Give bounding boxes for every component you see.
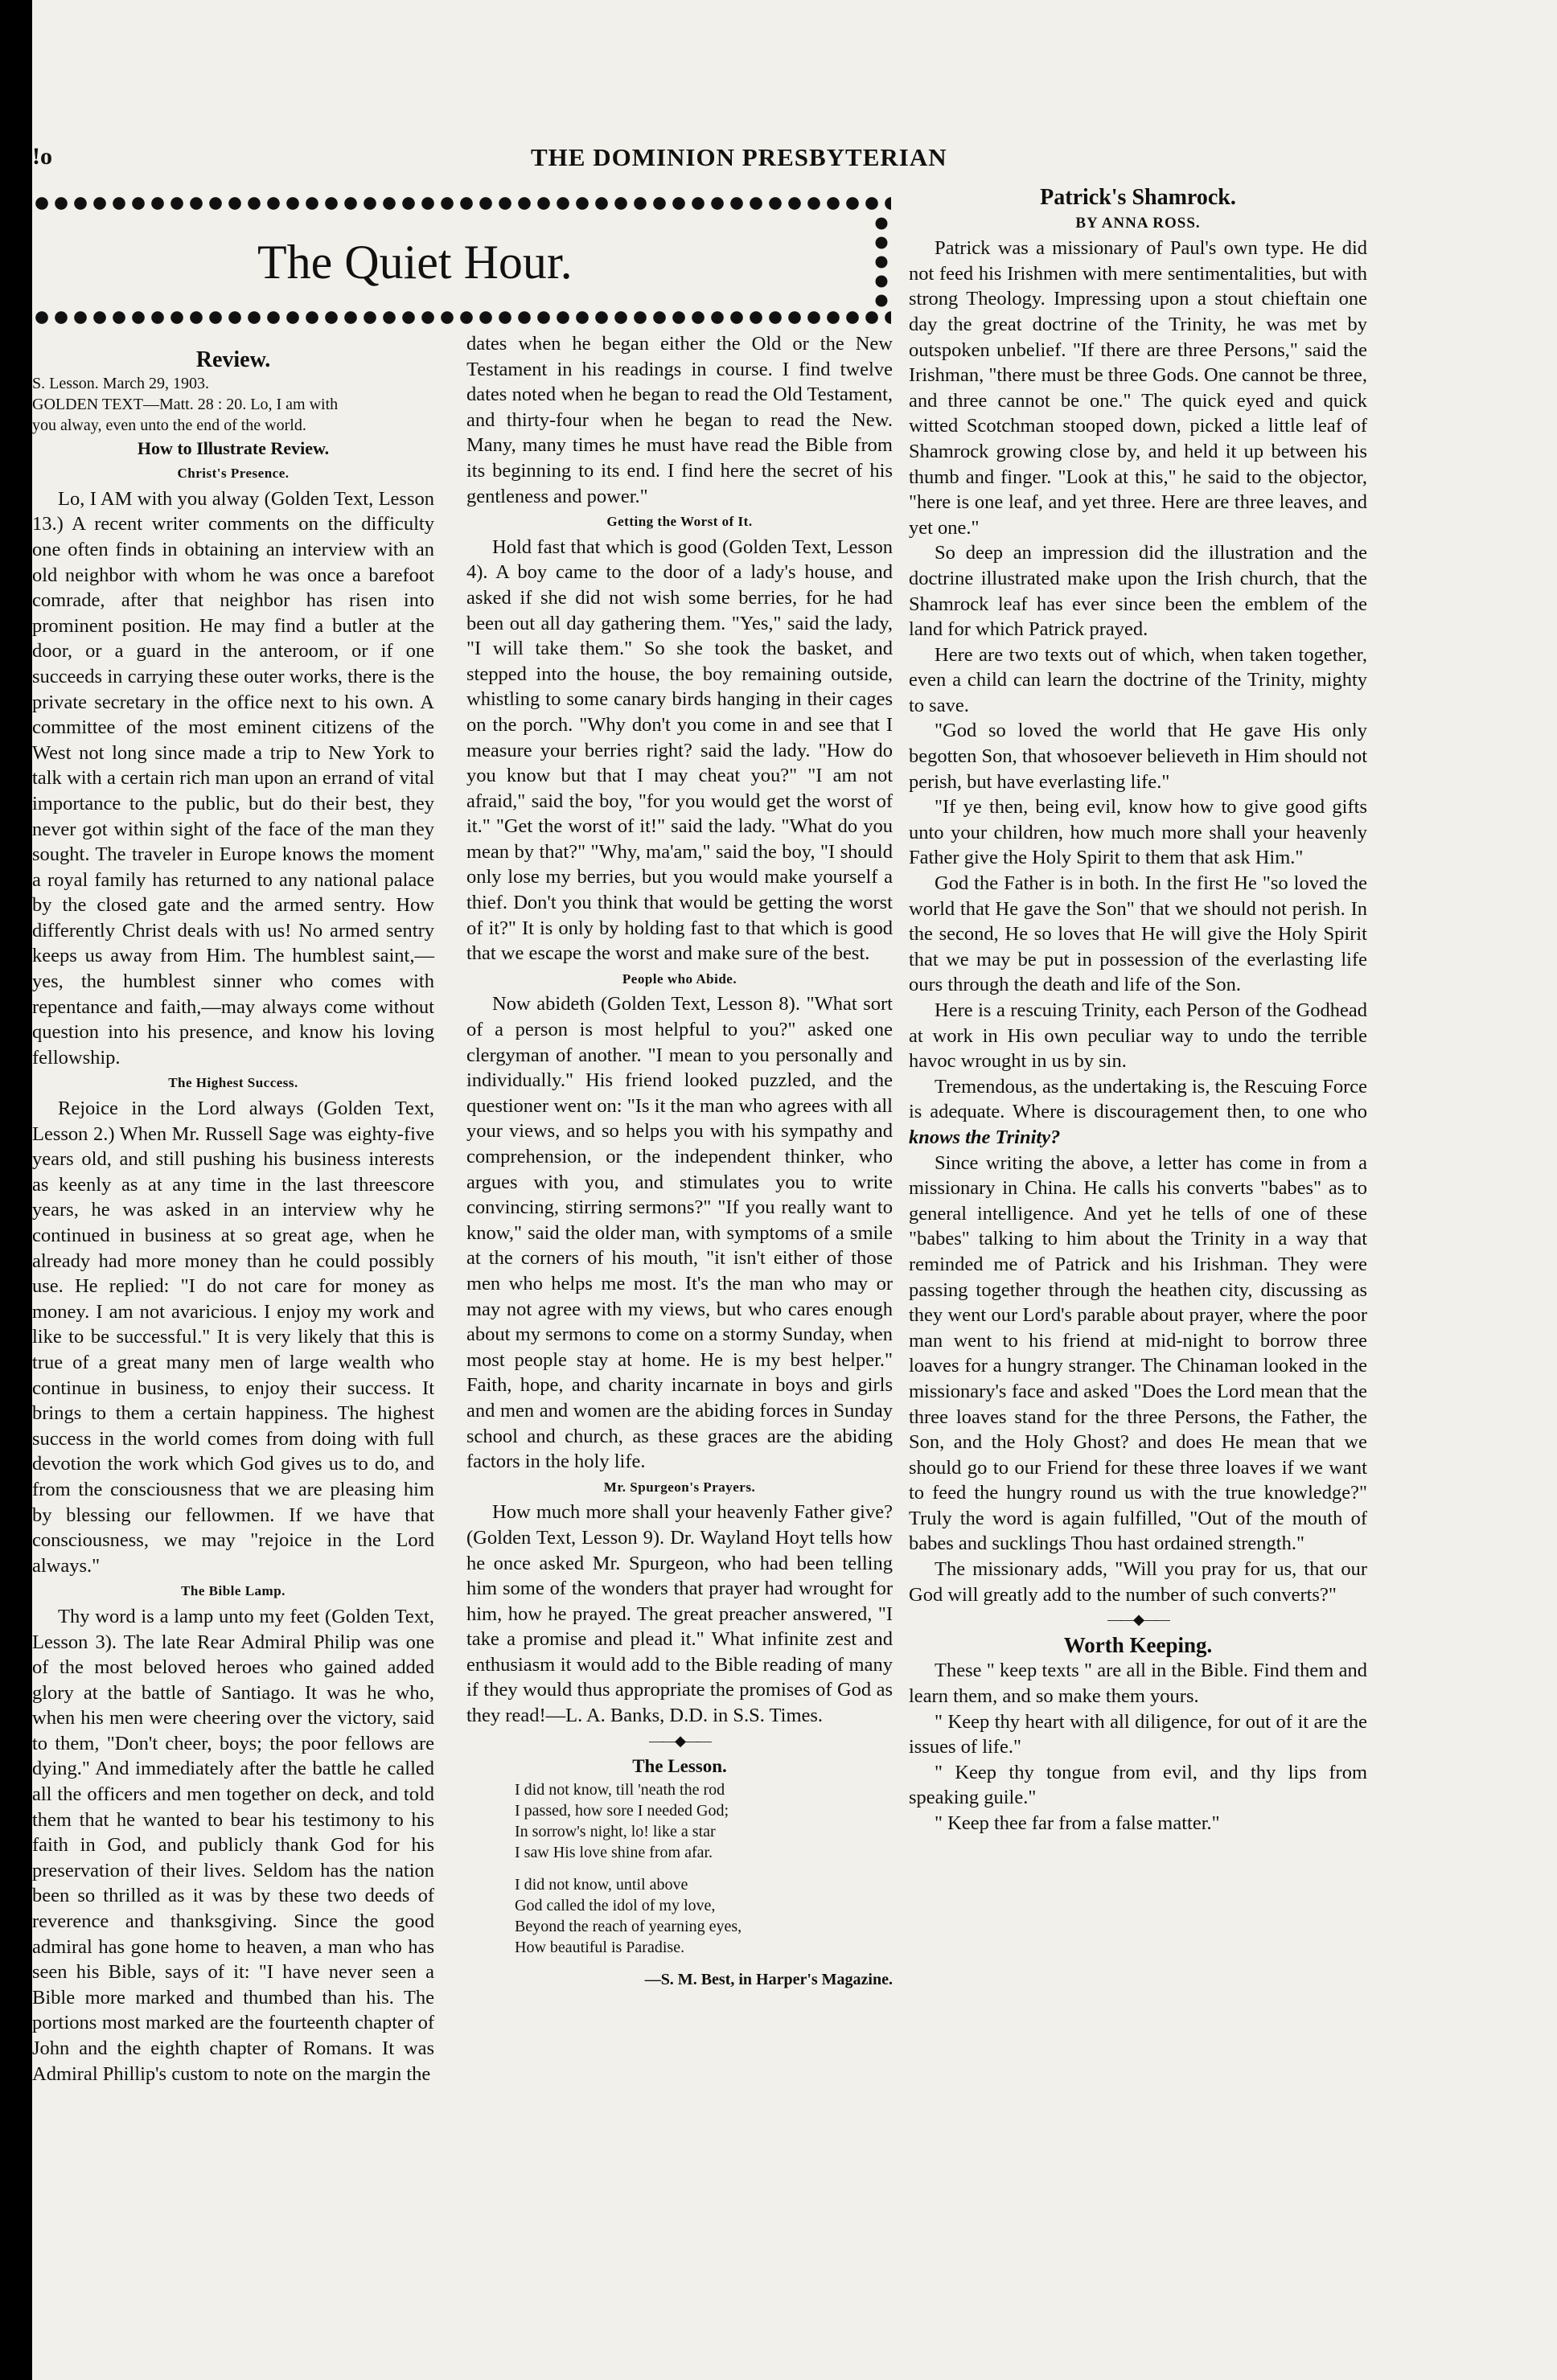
ornament-divider: ——◆—— xyxy=(1107,1611,1169,1628)
dot-border-bottom xyxy=(32,307,891,328)
article-paragraph: " Keep thy tongue from evil, and thy lips from speaking guile." xyxy=(909,1761,1367,1809)
christs-presence-heading: Christ's Presence. xyxy=(177,466,290,482)
spurgeon-prayers-heading: Mr. Spurgeon's Prayers. xyxy=(603,1479,756,1495)
dot-border-top xyxy=(32,193,891,214)
article-paragraph: These " keep texts " are all in the Bible. Find them and learn them, and so make them yours. xyxy=(909,1660,1367,1708)
column-1 xyxy=(32,347,434,2087)
quiet-hour-banner xyxy=(32,193,891,328)
poem-line: I did not know, till 'neath the rod xyxy=(515,1780,725,1799)
poem-line: I did not know, until above xyxy=(515,1875,688,1894)
article-paragraph xyxy=(909,1074,1367,1151)
article-paragraph: Thy word is a lamp unto my feet (Golden Text, Lesson 3). The late Rear Admiral Philip was one of the most beloved heroes who gained added glory at the battle of Santiago. It was he who, when his men were cheering over the victory, said to them, "Don't cheer, boys; the poor fellows are dying." And immediately after the battle he called all the officers and men together on deck, and told them that he wanted to bear his testimony to his faith in God, and publicly thank God for his preservation of their lives. Seldom has the nation been so thrilled as it was by these two deeds of reverence and thanksgiving. Since the good admiral has gone home to heaven, a man who has seen his Bible, says of it: "I have never seen a Bible more marked and thumbed than his. The portions most marked are the fourteenth chapter of John and the eighth chapter of Romans. It was Admiral Phillip's custom to note on the margin the xyxy=(32,1605,434,2085)
article-paragraph: Here are two texts out of which, when taken together, even a child can learn the doctrine of the Trinity, mighty to save. xyxy=(909,643,1367,716)
article-paragraph: Lo, I AM with you alway (Golden Text, Lesson 13.) A recent writer comments on the difficulty one often finds in obtaining an interview with an old neighbor with whom he was once a barefoot comrade, after that neighbor has risen into prominent position. He may find a butler at the door, or a guard in the anteroom, or if one succeeds in carrying these outer works, there is the private secretary in the office next to his own. A committee of the most eminent citizens of the West not long since made a trip to New York to talk with a certain rich man upon an errand of vital importance to the public, but do their best, they never got within sight of the face of the man they sought. The traveler in Europe knows the moment a royal family has returned to any national palace by the closed gate and the armed sentry. How differently Christ deals with us! No armed sentry keeps us away from Him. The humblest saint,—yes, the humblest sinner who comes with repentance and faith,—may always come without question into his presence, and know his loving fellowship. xyxy=(32,487,434,1069)
poem-line: Beyond the reach of yearning eyes, xyxy=(515,1917,742,1935)
article-paragraph: Rejoice in the Lord always (Golden Text, Lesson 2.) When Mr. Russell Sage was eighty-five years old, and still pushing his business interests as keenly as at any time in the last threescore years, he was asked in an interview why he continued in business at so great age, when he already had more money than he could possibly use. He replied: "I do not care for money as money. I am not avaricious. I enjoy my work and like to be successful." It is very likely that this is true of a great many men of large wealth who continue in business, to enjoy their success. It brings to them a certain happiness. The highest success in the world comes from doing with full devotion the work which God gives us to do, and from the consciousness that we are pleasing him by blessing our fellowmen. If we have that consciousness, we may "rejoice in the Lord always." xyxy=(32,1098,434,1577)
article-paragraph: Patrick was a missionary of Paul's own type. He did not feed his Irishmen with mere sentimentalities, but with strong Theology. Impressing upon a stout chieftain one day the great doctrine of the Trinity, he was met by outspoken unbelief. "If there are three Persons," said the Irishman, "there must be three Gods. One cannot be three, and three cannot be one." The quick eyed and quick witted Scotchman stooped down, picked a little leaf of Shamrock growing close by, and held it up between his thumb and finger. "Look at this," he said to the objector, "here is one leaf, and yet three. Here are three leaves, and yet one." xyxy=(909,237,1367,539)
lesson-line: S. Lesson. March 29, 1903. xyxy=(32,374,209,392)
article-paragraph: Hold fast that which is good (Golden Text, Lesson 4). A boy came to the door of a lady's house, and asked if she did not wish some berries, for he had been out all day gathering them. "Yes," said the lady, "I will take them." So she took the basket, and stepped into the house, the boy remaining outside, whistling to some canary birds hanging in their cages on the porch. "Why don't you come in and see that I measure your berries right? said the lady. "How do you know but that I may cheat you?" "I am not afraid," said the boy, "for you would get the worst of it." "Get the worst of it!" said the lady. "What do you mean by that?" "Why, ma'am," said the boy, "I should only lose my berries, but you would make yourself a thief. Don't you think that would be getting the worst of it?" It is only by holding fast to that which is good that we escape the worst and make sure of the best. xyxy=(466,536,893,965)
poem-line: I passed, how sore I needed God; xyxy=(515,1801,729,1820)
poem-line: God called the idol of my love, xyxy=(515,1896,716,1914)
dot-border-right xyxy=(872,214,891,307)
poem-stanza-2 xyxy=(515,1874,893,1958)
article-paragraph: Since writing the above, a letter has come in from a missionary in China. He calls his converts "babes" as to general intelligence. And yet he tells of one of these "babes" talking to him about the Trinity in a way that reminded me of Patrick and his Irishman. They were passing together through the heathen city, discussing as they went our Lord's parable about prayer, where the poor man went to his friend at mid-night to borrow three loaves for a hungry stranger. The Chinaman looked in the missionary's face and asked "Does the Lord mean that the three loaves stand for the three Persons, the Father, the Son, and the Holy Ghost? and does He mean that we should go to our Friend for these three loaves if we want to feed the hungry round us with the true knowledge?" Truly the word is again fulfilled, "Out of the mouth of babes and sucklings Thou hast ordained strength." xyxy=(909,1151,1367,1555)
poem-line: In sorrow's night, lo! like a star xyxy=(515,1822,716,1840)
column-3 xyxy=(909,185,1367,1836)
section-title: The Quiet Hour. xyxy=(257,236,573,289)
article-paragraph: God the Father is in both. In the first He "so loved the world that He gave the Son" that we should not perish. In the second, He so loves that He will give the Holy Spirit that we may be put in possession of the everlasting life ours through the death and life of the Son. xyxy=(909,872,1367,996)
poem-attribution: —S. M. Best, in Harper's Magazine. xyxy=(644,1970,893,1988)
golden-text-line-1: GOLDEN TEXT—Matt. 28 : 20. Lo, I am with xyxy=(32,395,339,413)
people-who-abide-heading: People who Abide. xyxy=(622,970,737,987)
column-2 xyxy=(466,331,893,1990)
byline: BY ANNA ROSS. xyxy=(1075,214,1201,232)
article-paragraph: "God so loved the world that He gave His only begotten Son, that whosoever believeth in Him should not perish, but have everlasting life." xyxy=(909,720,1367,793)
article-paragraph: "If ye then, being evil, know how to give good gifts unto your children, how much more shall your heavenly Father give the Holy Spirit to them that ask Him." xyxy=(909,796,1367,869)
poem-line: I saw His love shine from afar. xyxy=(515,1843,713,1861)
worst-of-it-heading: Getting the Worst of It. xyxy=(606,514,753,530)
paragraph-text: Tremendous, as the undertaking is, the Rescuing Force is adequate. Where is discouragement then, to one who xyxy=(909,1075,1367,1123)
emphasis-text: knows the Trinity? xyxy=(909,1126,1061,1148)
how-to-illustrate-heading: How to Illustrate Review. xyxy=(137,437,330,458)
ornament-divider: ——◆—— xyxy=(649,1732,710,1749)
bible-lamp-heading: The Bible Lamp. xyxy=(181,1583,286,1599)
poem-stanza-1 xyxy=(515,1779,893,1863)
newspaper-page xyxy=(32,0,1557,2380)
article-paragraph: dates when he began either the Old or the New Testament in his readings in course. I find twelve dates noted when he began to read the Old Testament, and thirty-four when he began to read the New. Many, many times he must have read the Bible from its beginning to its end. I find here the secret of his gentleness and power." xyxy=(466,333,893,507)
masthead: THE DOMINION PRESBYTERIAN xyxy=(531,143,947,171)
article-paragraph: " Keep thee far from a false matter." xyxy=(935,1812,1220,1834)
highest-success-heading: The Highest Success. xyxy=(168,1075,298,1091)
article-paragraph: Now abideth (Golden Text, Lesson 8). "What sort of a person is most helpful to you?" asked one clergyman of another. "I mean to you personally and individually." His friend looked puzzled, and the questioner went on: "Is it the man who agrees with all your views, and so helps you with his sympathy and comprehension, or the independent thinker, who argues with you, and stimulates you to write convincing, stirring sermons?" "If you really want to know," said the older man, with symptoms of a smile at the corners of his mouth, "it isn't either of those men who helps me most. It's the man who may or may not agree with my views, but who cares enough about my sermons to come on a stormy Sunday, when most people stay at home. He is my best helper." Faith, hope, and charity incarnate in boys and girls and men and women are the abiding forces in Sunday school and church, as these graces are the abiding factors in the holy life. xyxy=(466,993,893,1473)
page-header xyxy=(32,143,949,175)
golden-text-line-2: you alway, even unto the end of the world. xyxy=(32,416,306,434)
article-paragraph: How much more shall your heavenly Father give? (Golden Text, Lesson 9). Dr. Wayland Hoyt tells how he once asked Mr. Spurgeon, who had been telling him some of the wonders that prayer had wrought for him, how he prayed. The great preacher answered, "I take a promise and plead it." What infinite zest and enthusiasm it would add to the Bible reading of many if they would thus appropriate the promises of God as they read!—L. A. Banks, D.D. in S.S. Times. xyxy=(466,1501,893,1727)
worth-keeping-heading: Worth Keeping. xyxy=(1063,1632,1213,1657)
article-paragraph: So deep an impression did the illustration and the doctrine illustrated make upon the Irish church, that the Shamrock leaf has ever since been the emblem of the land for which Patrick prayed. xyxy=(909,542,1367,641)
review-heading: Review. xyxy=(195,347,271,372)
poem-line: How beautiful is Paradise. xyxy=(515,1938,685,1956)
article-paragraph: Here is a rescuing Trinity, each Person of the Godhead at work in His own peculiar way to undo the terrible havoc wrought in us by sin. xyxy=(909,999,1367,1073)
article-paragraph: " Keep thy heart with all diligence, for out of it are the issues of life." xyxy=(909,1710,1367,1758)
poem xyxy=(515,1779,893,1990)
page-number: !o xyxy=(32,143,52,170)
patricks-shamrock-heading: Patrick's Shamrock. xyxy=(1040,185,1236,210)
the-lesson-heading: The Lesson. xyxy=(632,1756,727,1777)
article-paragraph: The missionary adds, "Will you pray for us, that our God will greatly add to the number of such converts?" xyxy=(909,1558,1367,1606)
